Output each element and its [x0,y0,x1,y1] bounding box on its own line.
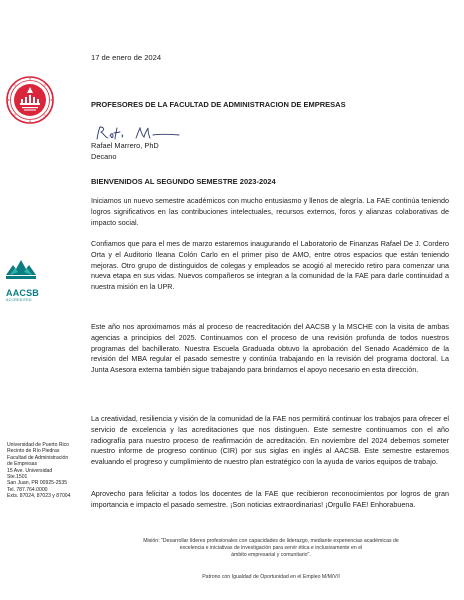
mission-statement [111,538,431,559]
aacsb-accredited-label: ACCREDITED [6,298,32,302]
address-line: Recinto de Río Piedras [7,448,60,455]
address-line: 15 Ave. Universidad [7,467,53,474]
address-line: Tel. 787.764.0000 [7,486,48,493]
signature-image [93,124,183,142]
body-paragraph: Este año nos aproximamos más al proceso de reacreditación del AACSB y la MSCHE con la visita de ambas agencias a principios del 2025. Continuamos con el proceso de una revisión profunda de todos nuestros programas del bachillerato. Nuestra Escuela Graduada obtuvo la aprobación del Senado Académico de la revisión del MBA regular el pasado semestre y continúa trabajando en la revisión del programa doctoral. La Junta Asesora externa también sigue trabajando para brindarnos el apoyo necesario en esta dirección. [91,322,449,375]
equal-opportunity-notice: Patrono con Igualdad de Oportunidad en el Empleo M/M/V/I [202,574,340,580]
address-line: San Juan, PR 00925-2535 [7,480,68,487]
body-paragraph: Aprovecho para felicitar a todos los docentes de la FAE que recibieron reconocimientos por logros de gran importancia e impacto el pasado semestre. ¡Son noticias extraordinarias! ¡Orgullo FAE! Enhorabuena. [91,489,449,509]
address-line: Exts. 87024, 87023 y 87004 [7,493,71,500]
address-line: Facultad de Administración [7,454,69,461]
aacsb-logo-icon [6,258,36,282]
aacsb-name: AACSB [6,288,40,298]
mission-line: Misión: "Desarrollar líderes profesionales con capacidades de liderazgo, mediante experiencias académicas de [143,538,399,544]
body-paragraph: La creatividad, resiliencia y visión de la comunidad de la FAE nos permitirá continuar los trabajos para ofrecer el servicio de excelencia y las acreditaciones que nos distinguen. Este semestre continuamos con el año radiografía para nuestro proceso de reafirmación de acreditación. En noviembre del 2024 debemos someter nuestro informe de progreso continuo (CIR) por sus siglas en inglés al AACSB. Este semestre estaremos evaluando el progreso y cumplimiento de nuestro plan estratégico con la ayuda de varios equipos de trabajo. [91,414,449,467]
author-name: Rafael Marrero, PhD [91,141,159,150]
body-paragraph: Confiamos que para el mes de marzo estaremos inaugurando el Laboratorio de Finanzas Rafael De J. Cordero Orta y el Auditorio Ileana Colón Carlo en el primer piso de AMO, entre otros espacios que están teniendo mejoras. Otro grupo de distinguidos de colegas y empleados se acogió al merecido retiro para comenzar una nueva etapa en sus vidas. Nuevos compañeros se integran a la comunidad de la FAE para darle continuidad a nuestra misión en la UPR. [91,239,449,292]
letter-recipient: PROFESORES DE LA FACULTAD DE ADMINISTRACION DE EMPRESAS [91,100,346,109]
university-seal-icon [6,76,54,124]
address-line: de Empresas [7,461,38,468]
letter-greeting: BIENVENIDOS AL SEGUNDO SEMESTRE 2023-2024 [91,177,276,186]
body-paragraph: Iniciamos un nuevo semestre académicos con mucho entusiasmo y llenos de alegría. La FAE continúa teniendo logros significativos en las contribuciones intelectuales, recursos externos, foros y alianzas colaborativas de impacto social. [91,196,449,227]
address-line: Ste.1501 [7,474,28,481]
author-title: Decano [91,152,117,161]
aacsb-badge [6,258,48,303]
mission-line: ámbito empresarial y comunitario". [231,552,311,558]
letter-date: 17 de enero de 2024 [91,53,162,62]
mission-line: excelencia e iniciativas de investigación para servir ética e inclusivamente en el [179,545,363,551]
address-line: Universidad de Puerto Rico [7,442,70,448]
address-block [7,442,87,500]
